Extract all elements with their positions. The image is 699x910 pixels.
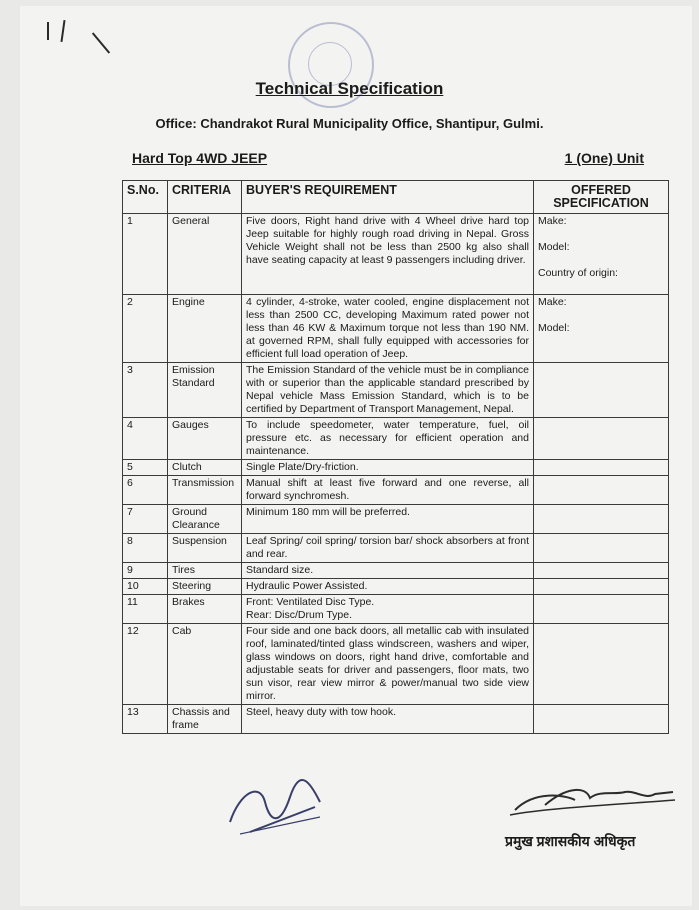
table-row xyxy=(123,214,669,295)
criteria-cell: Gauges xyxy=(168,418,242,460)
offered-cell xyxy=(534,295,669,363)
office-label: Office: xyxy=(155,116,197,131)
requirement-cell: Standard size. xyxy=(242,563,534,579)
requirement-cell: The Emission Standard of the vehicle must be in compliance with or superior than the applicable standard prescribed by Nepal vehicle Mass Emission Standard, which is to be certified by Department of Transport Management, Nepal. xyxy=(242,363,534,418)
criteria-cell: Ground Clearance xyxy=(168,505,242,534)
criteria-cell: Transmission xyxy=(168,476,242,505)
sno-cell: 3 xyxy=(123,363,168,418)
sno-cell: 7 xyxy=(123,505,168,534)
criteria-cell: Tires xyxy=(168,563,242,579)
offered-cell xyxy=(534,595,669,624)
requirement-cell: Front: Ventilated Disc Type. Rear: Disc/Drum Type. xyxy=(242,595,534,624)
criteria-cell: Clutch xyxy=(168,460,242,476)
chief-officer-signature xyxy=(505,770,680,840)
criteria-cell: Brakes xyxy=(168,595,242,624)
criteria-cell: Steering xyxy=(168,579,242,595)
offered-cell xyxy=(534,563,669,579)
sno-cell: 10 xyxy=(123,579,168,595)
requirement-cell: Steel, heavy duty with tow hook. xyxy=(242,705,534,734)
table-row xyxy=(123,579,669,595)
column-header: OFFERED SPECIFICATION xyxy=(534,181,669,214)
column-header: CRITERIA xyxy=(168,181,242,214)
offered-field-label: Make: xyxy=(538,215,567,227)
table-row xyxy=(123,624,669,705)
offered-field-label: Model: xyxy=(538,322,570,334)
table-header-row xyxy=(123,181,669,214)
requirement-cell: Single Plate/Dry-friction. xyxy=(242,460,534,476)
requirement-cell: 4 cylinder, 4-stroke, water cooled, engine displacement not less than 2500 CC, developing Maximum rated power not less than 46 KW & Maximum torque not less than 190 NM. at governed RPM, shall fully equipped with accessories for efficient full load operation of Jeep. xyxy=(242,295,534,363)
sno-cell: 4 xyxy=(123,418,168,460)
table-row xyxy=(123,460,669,476)
requirement-cell: Minimum 180 mm will be preferred. xyxy=(242,505,534,534)
table-row xyxy=(123,563,669,579)
table-row xyxy=(123,295,669,363)
table-row xyxy=(123,505,669,534)
requirement-cell: Manual shift at least five forward and one reverse, all forward synchromesh. xyxy=(242,476,534,505)
pen-mark xyxy=(47,22,49,40)
chief-officer-title: प्रमुख प्रशासकीय अधिकृत xyxy=(505,833,636,849)
sno-cell: 8 xyxy=(123,534,168,563)
item-name: Hard Top 4WD JEEP xyxy=(132,150,268,166)
table-row xyxy=(123,418,669,460)
offered-cell xyxy=(534,363,669,418)
criteria-cell: Cab xyxy=(168,624,242,705)
criteria-cell: Chassis and frame xyxy=(168,705,242,734)
criteria-cell: Emission Standard xyxy=(168,363,242,418)
office-value: Chandrakot Rural Municipality Office, Shantipur, Gulmi. xyxy=(200,116,544,131)
offered-cell xyxy=(534,214,669,295)
sno-cell: 6 xyxy=(123,476,168,505)
requirement-cell: To include speedometer, water temperature, fuel, oil pressure etc. as necessary for efficient operation and maintenance. xyxy=(242,418,534,460)
sno-cell: 2 xyxy=(123,295,168,363)
offered-field-label: Make: xyxy=(538,296,567,308)
sno-cell: 13 xyxy=(123,705,168,734)
page-title: Technical Specification xyxy=(255,79,444,98)
specification-table xyxy=(122,180,669,734)
sno-cell: 9 xyxy=(123,563,168,579)
engineer-signature xyxy=(220,772,340,844)
offered-cell xyxy=(534,705,669,734)
offered-cell xyxy=(534,579,669,595)
table-row xyxy=(123,363,669,418)
table-row xyxy=(123,705,669,734)
criteria-cell: Engine xyxy=(168,295,242,363)
criteria-cell: General xyxy=(168,214,242,295)
requirement-cell: Four side and one back doors, all metallic cab with insulated roof, laminated/tinted glass windscreen, washers and wiper, glass windows on doors, right hand drive, comfortable and adjustable seats for driver and passengers, floor mats, two sun visor, rear view mirror & power/manual two side view mirror. xyxy=(242,624,534,705)
sno-cell: 12 xyxy=(123,624,168,705)
criteria-cell: Suspension xyxy=(168,534,242,563)
column-header: S.No. xyxy=(123,181,168,214)
offered-cell xyxy=(534,418,669,460)
table-row xyxy=(123,476,669,505)
requirement-cell: Hydraulic Power Assisted. xyxy=(242,579,534,595)
office-line xyxy=(0,116,699,131)
sno-cell: 5 xyxy=(123,460,168,476)
offered-cell xyxy=(534,534,669,563)
item-quantity: 1 (One) Unit xyxy=(564,150,644,166)
offered-cell xyxy=(534,476,669,505)
requirement-cell: Five doors, Right hand drive with 4 Wheel drive hard top Jeep suitable for highly rough road driving in Nepal. Gross Vehicle Weight shall not be less than 2500 kg also shall have seating capacity at least 9 passengers including driver. xyxy=(242,214,534,295)
offered-field-label: Country of origin: xyxy=(538,267,618,279)
table-row xyxy=(123,595,669,624)
sno-cell: 1 xyxy=(123,214,168,295)
offered-cell xyxy=(534,505,669,534)
column-header: BUYER'S REQUIREMENT xyxy=(242,181,534,214)
sno-cell: 11 xyxy=(123,595,168,624)
table-row xyxy=(123,534,669,563)
offered-cell xyxy=(534,460,669,476)
requirement-cell: Leaf Spring/ coil spring/ torsion bar/ shock absorbers at front and rear. xyxy=(242,534,534,563)
offered-cell xyxy=(534,624,669,705)
offered-field-label: Model: xyxy=(538,241,570,253)
